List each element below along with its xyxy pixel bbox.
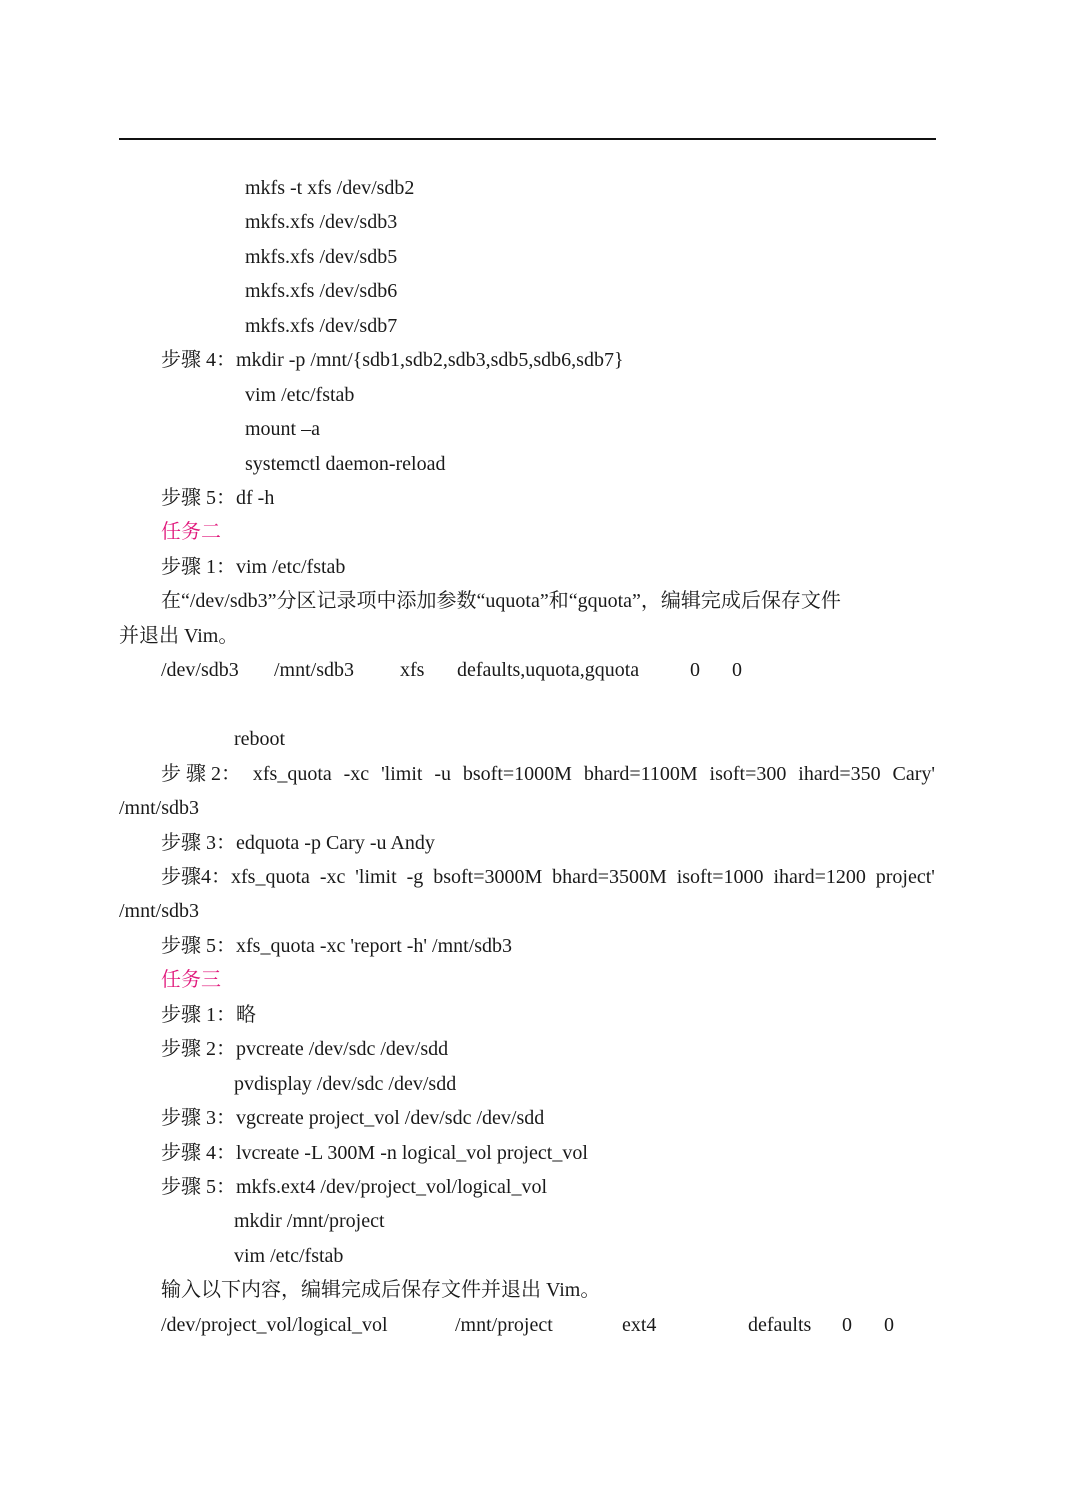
word: -u — [434, 763, 451, 785]
command-line: vim /etc/fstab — [245, 384, 355, 406]
fstab-entry — [0, 1313, 1083, 1337]
fstab-field: ext4 — [622, 1314, 657, 1336]
step-line: 步骤 3：edquota -p Cary -u Andy — [161, 832, 435, 854]
paragraph-line: 输入以下内容，编辑完成后保存文件并退出 Vim。 — [161, 1279, 601, 1301]
word: bsoft=3000M — [433, 866, 543, 888]
fstab-field: /dev/project_vol/logical_vol — [161, 1314, 388, 1336]
fstab-field: 0 — [842, 1314, 852, 1336]
fstab-field: /mnt/sdb3 — [274, 659, 355, 681]
word: -g — [406, 866, 424, 888]
command-line: systemctl daemon-reload — [245, 453, 446, 475]
word: xfs_quota — [252, 763, 332, 785]
word: -xc — [319, 866, 346, 888]
word: project' — [875, 866, 935, 888]
fstab-field: defaults — [748, 1314, 812, 1336]
command-line: mkdir /mnt/project — [234, 1210, 385, 1232]
word: bhard=3500M — [552, 866, 667, 888]
command-line: vim /etc/fstab — [234, 1245, 344, 1267]
word: 'limit — [381, 763, 423, 785]
step-line: 步骤 5：df -h — [161, 487, 275, 509]
word: bhard=1100M — [583, 763, 698, 785]
word: -xc — [343, 763, 370, 785]
header-rule — [119, 138, 936, 140]
fstab-field: /mnt/project — [455, 1314, 553, 1336]
section-heading: 任务三 — [161, 969, 221, 991]
step-line: 步骤 2：pvcreate /dev/sdc /dev/sdd — [161, 1038, 449, 1060]
word: bsoft=1000M — [462, 763, 572, 785]
fstab-field: 0 — [884, 1314, 894, 1336]
paragraph-line: 在“/dev/sdb3”分区记录项中添加参数“uquota”和“gquota”，编辑完成后保存文件 — [161, 590, 841, 612]
command-line: mkfs.xfs /dev/sdb6 — [245, 280, 398, 302]
command-line: mkfs.xfs /dev/sdb3 — [245, 211, 398, 233]
word: 步骤4：xfs_quota — [161, 866, 310, 888]
command-line: mount –a — [245, 418, 320, 440]
step-line: 步骤 4：mkdir -p /mnt/{sdb1,sdb2,sdb3,sdb5,sdb6,sdb7} — [161, 349, 624, 371]
word: Cary' — [892, 763, 935, 785]
command-line: mkfs -t xfs /dev/sdb2 — [245, 177, 415, 199]
step-continuation: /mnt/sdb3 — [119, 797, 200, 819]
command-line: mkfs.xfs /dev/sdb7 — [245, 315, 398, 337]
fstab-field: xfs — [400, 659, 425, 681]
step-line: 步骤 3：vgcreate project_vol /dev/sdc /dev/sdd — [161, 1107, 545, 1129]
command-line: pvdisplay /dev/sdc /dev/sdd — [234, 1073, 457, 1095]
step-line: 步骤 1：vim /etc/fstab — [161, 556, 346, 578]
fstab-entry — [0, 658, 1083, 682]
step-line: 步骤 5：xfs_quota -xc 'report -h' /mnt/sdb3 — [161, 935, 513, 957]
word: isoft=1000 — [676, 866, 764, 888]
fstab-field: /dev/sdb3 — [161, 659, 239, 681]
word: 'limit — [355, 866, 397, 888]
fstab-field: defaults,uquota,gquota — [457, 659, 640, 681]
step-line: 步骤 4：lvcreate -L 300M -n logical_vol project_vol — [161, 1142, 588, 1164]
word: 步 骤 2： — [161, 763, 241, 785]
fstab-field: 0 — [732, 659, 742, 681]
command-line: mkfs.xfs /dev/sdb5 — [245, 246, 398, 268]
fstab-field: 0 — [690, 659, 700, 681]
word: isoft=300 — [709, 763, 787, 785]
command-line: reboot — [234, 728, 286, 750]
word: ihard=1200 — [773, 866, 866, 888]
step-continuation: /mnt/sdb3 — [119, 900, 200, 922]
section-heading: 任务二 — [161, 521, 221, 543]
step-line: 步骤 1：略 — [161, 1004, 256, 1026]
step-line-justified — [161, 762, 935, 786]
step-line: 步骤 5：mkfs.ext4 /dev/project_vol/logical_vol — [161, 1176, 548, 1198]
paragraph-line: 并退出 Vim。 — [119, 625, 239, 647]
word: ihard=350 — [798, 763, 881, 785]
step-line-justified — [161, 865, 935, 889]
